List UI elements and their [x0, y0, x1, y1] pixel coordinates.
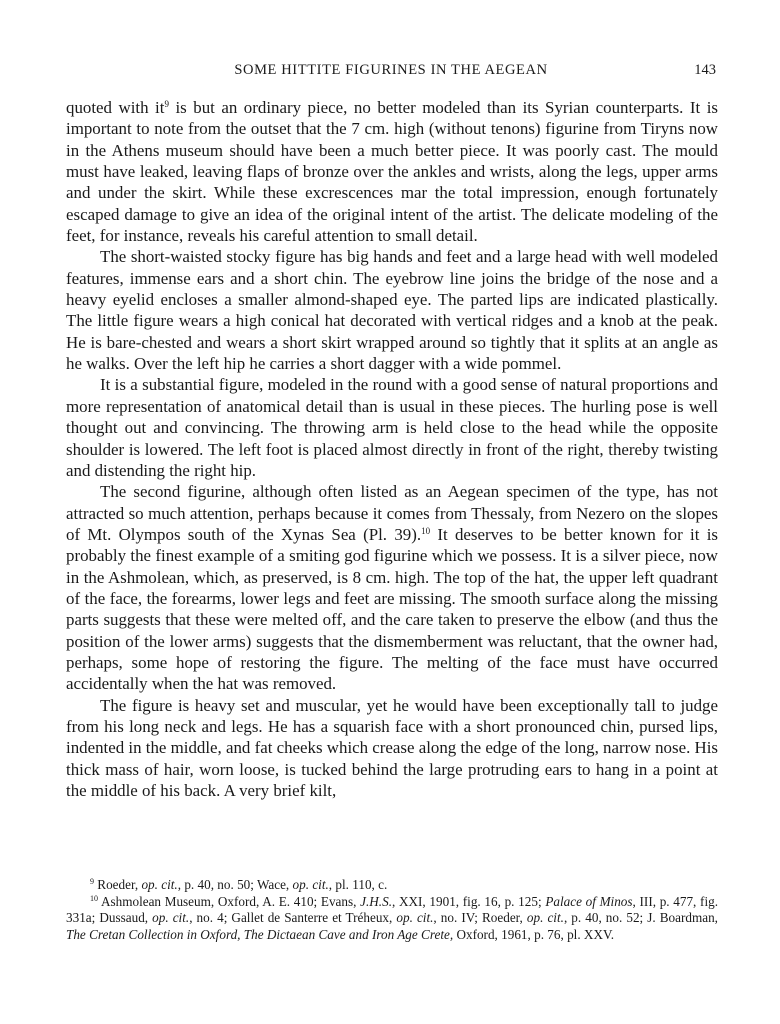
footnote-9-italic-2: op. cit. [292, 877, 329, 892]
paragraph-3 [66, 374, 718, 481]
footnote-10-italic-6: The Cretan Collection in Oxford, The Dictaean Cave and Iron Age Crete, [66, 926, 454, 942]
footnote-10-text-2: , XXI, 1901, fig. 16, p. 125; [392, 893, 546, 909]
footnote-9-mark: 9 [90, 877, 94, 886]
footnote-10-text-4: , no. 4; Gallet de Santerre et Tréheux, [189, 910, 397, 926]
footnote-10-italic-2: Palace of Minos [545, 893, 633, 909]
footnote-9-text-1: Roeder, [94, 877, 142, 892]
paragraph-4-text-b: It deserves to be better known for it is probably the finest example of a smiting god figurine which we possess. It is a silver piece, now in the Ashmolean, which, as preserved, is 8 cm. high. The top of the hat, the upper left quadrant of the face, the forearms, lower legs and feet are missing. The smooth surface along the missing parts suggests that these were melted off, and the care taken to preserve the elbow (and thus the position of the lower arms) suggests that the dismemberment was reluctant, that the owner had, perhaps, some hope of restoring the figure. The melting of the face must have occurred accidentally when the hat was removed. [66, 524, 718, 694]
paragraph-4 [66, 481, 718, 694]
paragraph-1-text-a: quoted with it [66, 98, 165, 117]
footnote-10-text-1: Ashmolean Museum, Oxford, A. E. 410; Evans, [98, 893, 361, 909]
paragraph-5 [66, 695, 718, 802]
footnote-10-mark: 10 [90, 893, 98, 903]
footnote-9-italic-1: op. cit. [141, 877, 178, 892]
footnote-10 [66, 894, 718, 944]
paragraph-2 [66, 246, 718, 374]
body-text [66, 97, 718, 801]
paragraph-5-text: The figure is heavy set and muscular, yet he would have been exceptionally tall to judge from his long neck and legs. He has a squarish face with a short pronounced chin, pursed lips, indented in the middle, and fat cheeks which crease along the edge of the long, narrow nose. His thick mass of hair, worn loose, is tucked behind the large protruding ears to hang in a point at the middle of his back. A very brief kilt, [66, 695, 718, 800]
footnote-ref-10: 10 [421, 525, 431, 536]
footnote-10-italic-3: op. cit. [152, 910, 190, 926]
footnote-10-text-3: , III, p. 477, fig. 331a; Dussaud, [66, 893, 718, 926]
paragraph-1 [66, 97, 718, 246]
paragraph-1-text-b: is but an ordinary piece, no better modeled than its Syrian counterparts. It is important to note from the outset that the 7 cm. high (without tenons) figurine from Tiryns now in the Athens museum should have been a much better piece. It was poorly cast. The mould must have leaked, leaving flaps of bronze over the ankles and wrists, along the legs, upper arms and under the skirt. While these excrescences mar the total impression, enough fortunately escaped damage to give an idea of the original intent of the artist. The delicate modeling of the feet, for instance, reveals his careful attention to small detail. [66, 98, 718, 246]
footnote-10-text-6: , p. 40, no. 52; J. Boardman, [563, 910, 718, 926]
footnote-9 [66, 877, 718, 894]
footnote-10-italic-1: J.H.S. [360, 893, 392, 909]
footnote-10-text-5: , no. IV; Roeder, [433, 910, 527, 926]
paragraph-3-text: It is a substantial figure, modeled in the round with a good sense of natural proportions and more representation of anatomical detail than is usual in these pieces. The hurling pose is well thought out and convincing. The throwing arm is held close to the head while the opposite shoulder is lowered. The left foot is placed almost directly in front of the right, thereby twisting and distending the right hip. [66, 375, 718, 480]
footnote-ref-9: 9 [164, 99, 169, 109]
page-number: 143 [694, 62, 716, 78]
running-head [66, 62, 716, 86]
footnote-10-italic-5: op. cit. [526, 910, 564, 926]
footnote-9-text-2: , p. 40, no. 50; Wace, [177, 877, 293, 892]
footnote-10-text-7: Oxford, 1961, p. 76, pl. XXV. [453, 926, 615, 942]
footnote-10-italic-4: op. cit. [396, 910, 434, 926]
paragraph-2-text: The short-waisted stocky figure has big hands and feet and a large head with well modeled features, immense ears and a short chin. The eyebrow line joins the bridge of the nose and a heavy eyelid encloses a smaller almond-shaped eye. The parted lips are indicated plastically. The little figure wears a high conical hat decorated with vertical ridges and a knob at the peak. He is bare-chested and wears a short skirt wrapped around so tightly that it splits at an angle as he walks. Over the left hip he carries a short dagger with a wide pommel. [66, 247, 718, 374]
paragraph-4-text-a: The second figurine, although often listed as an Aegean specimen of the type, has not attracted so much attention, perhaps because it comes from Thessaly, from Nezero on the slopes of Mt. Olympos south of the Xynas Sea (Pl. 39). [66, 482, 718, 544]
footnote-9-text-3: , pl. 110, c. [328, 877, 388, 892]
footnotes [66, 877, 718, 943]
running-title: SOME HITTITE FIGURINES IN THE AEGEAN [234, 62, 548, 78]
